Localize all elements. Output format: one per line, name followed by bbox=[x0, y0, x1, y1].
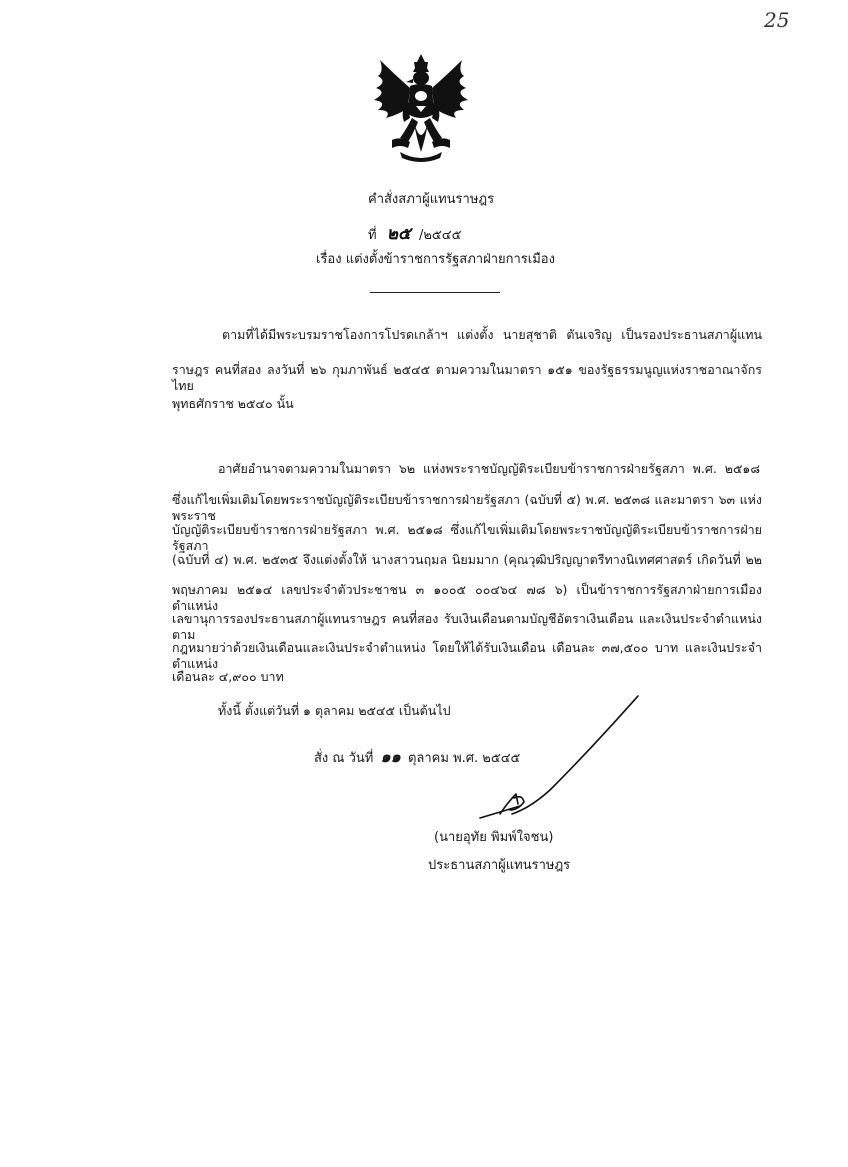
order-title: คำสั่งสภาผู้แทนราษฎร bbox=[368, 192, 495, 207]
paragraph2-line: เลขานุการรองประธานสภาผู้แทนราษฎร คนที่สอง รับเงินเดือนตามบัญชีอัตราเงินเดือน และเงินประจำตำแหน่ง ตาม bbox=[172, 611, 762, 642]
paragraph1-line: ราษฎร คนที่สอง ลงวันที่ ๒๖ กุมภาพันธ์ ๒๕๔๕ ตามความในมาตรา ๑๕๑ ของรัฐธรรมนูญแห่งราชอาณาจักรไทย bbox=[172, 362, 762, 393]
order-subject: เรื่อง แต่งตั้งข้าราชการรัฐสภาฝ่ายการเมือง bbox=[316, 252, 555, 267]
divider bbox=[370, 292, 500, 293]
order-date-rest: ตุลาคม พ.ศ. ๒๕๔๕ bbox=[407, 751, 521, 766]
order-date-prefix: สั่ง ณ วันที่ bbox=[314, 751, 374, 766]
paragraph2-line: อาศัยอำนาจตามความในมาตรา ๖๒ แห่งพระราชบัญญัติระเบียบข้าราชการฝ่ายรัฐสภา พ.ศ. ๒๕๑๘ bbox=[218, 461, 760, 476]
signer-title: ประธานสภาผู้แทนราษฎร bbox=[428, 858, 571, 873]
page-number: 25 bbox=[764, 8, 790, 32]
garuda-emblem-icon bbox=[370, 52, 472, 164]
order-date-day: ๑๑ bbox=[380, 747, 401, 766]
order-number bbox=[368, 220, 461, 247]
paragraph2-line: เดือนละ ๔,๙๐๐ บาท bbox=[172, 669, 284, 684]
paragraph2-line: (ฉบับที่ ๔) พ.ศ. ๒๕๓๕ จึงแต่งตั้งให้ นางสาวนฤมล นิยมมาก (คุณวุฒิปริญญาตรีทางนิเทศศาสตร์ เกิดวันที่ ๒๒ bbox=[172, 552, 762, 567]
order-number-prefix: ที่ bbox=[368, 228, 377, 243]
paragraph2-line: พฤษภาคม ๒๕๑๔ เลขประจำตัวประชาชน ๓ ๑๐๐๕ ๐๐๔๖๔ ๗๘ ๖) เป็นข้าราชการรัฐสภาฝ่ายการเมือง ตำแหน่ง bbox=[172, 582, 762, 613]
paragraph2-line: บัญญัติระเบียบข้าราชการฝ่ายรัฐสภา พ.ศ. ๒๕๑๘ ซึ่งแก้ไขเพิ่มเติมโดยพระราชบัญญัติระเบียบข้าราชการฝ่ายรัฐสภา bbox=[172, 522, 762, 553]
order-date bbox=[314, 745, 520, 770]
signer-name: (นายอุทัย พิมพ์ใจชน) bbox=[434, 830, 554, 845]
paragraph1-line: พุทธศักราช ๒๕๔๐ นั้น bbox=[172, 396, 294, 411]
order-number-handwritten: ๒๕ bbox=[386, 224, 411, 244]
order-number-year: /๒๕๔๕ bbox=[418, 228, 462, 243]
paragraph2-line: กฎหมายว่าด้วยเงินเดือนและเงินประจำตำแหน่ง โดยให้ได้รับเงินเดือน เดือนละ ๓๗,๕๐๐ บาท และเงินประจำตำแหน่ง bbox=[172, 640, 762, 671]
effective-date: ทั้งนี้ ตั้งแต่วันที่ ๑ ตุลาคม ๒๕๔๕ เป็นต้นไป bbox=[218, 703, 451, 718]
paragraph1-line: ตามที่ได้มีพระบรมราชโองการโปรดเกล้าฯ แต่งตั้ง นายสุชาติ ตันเจริญ เป็นรองประธานสภาผู้แทน bbox=[222, 327, 762, 342]
paragraph2-line: ซึ่งแก้ไขเพิ่มเติมโดยพระราชบัญญัติระเบียบข้าราชการฝ่ายรัฐสภา (ฉบับที่ ๕) พ.ศ. ๒๕๓๘ และมาตรา ๖๓ แห่งพระราช bbox=[172, 492, 762, 523]
